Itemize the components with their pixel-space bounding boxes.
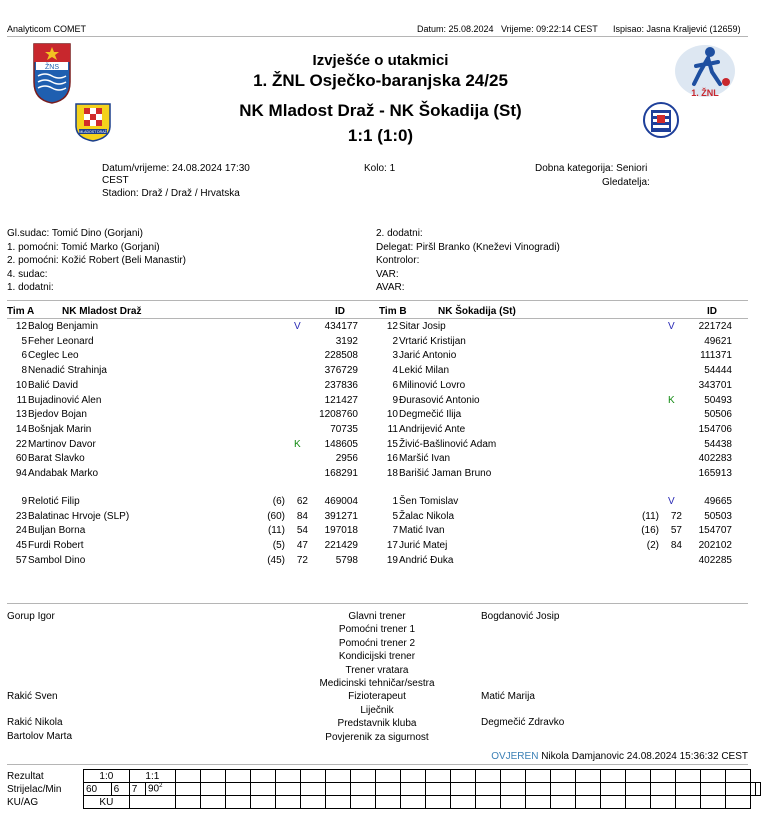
player-id: 2956 <box>335 453 358 465</box>
player-number: 14 <box>15 423 27 435</box>
player-id: 3192 <box>335 335 358 347</box>
spectators: Gledatelja: <box>602 177 650 188</box>
team-b-id-header: ID <box>707 306 717 317</box>
official-right-3: VAR: <box>376 268 399 280</box>
player-number: 16 <box>386 453 398 465</box>
player-name: Bjedov Bojan <box>28 409 87 421</box>
player-number: 8 <box>21 365 27 377</box>
scorer-2-min-value: 90 <box>147 783 160 795</box>
player-number: 45 <box>15 540 27 552</box>
player-row <box>0 350 761 364</box>
result-score-2: 1:1 <box>129 770 175 783</box>
player-number: 5 <box>21 335 27 347</box>
home-security: Bartolov Marta <box>7 731 73 742</box>
results-table <box>7 769 761 809</box>
away-club-rep: Degmečić Zdravko <box>481 717 565 728</box>
sub-replaced: (60) <box>267 510 285 522</box>
officials-divider <box>7 300 748 301</box>
player-row <box>0 336 761 350</box>
player-name: Balog Benjamin <box>28 321 99 332</box>
match-score: 1:1 (1:0) <box>347 126 414 145</box>
player-name: Balić David <box>28 379 79 391</box>
player-name: Šen Tomislav <box>399 496 459 507</box>
team-a-id-header: ID <box>335 306 345 317</box>
age-category: Dobna kategorija: Seniori <box>535 163 648 174</box>
verified-label: OVJEREN <box>491 751 539 762</box>
sub-replaced: (11) <box>267 525 285 537</box>
report-title: Izvješće o utakmici <box>312 52 449 69</box>
player-id: 50503 <box>704 510 732 522</box>
team-b-name: NK Šokadija (St) <box>438 306 516 317</box>
staff-role-4: Trener vratara <box>345 664 409 676</box>
scorer-2-min <box>145 783 175 796</box>
player-name: Nenadić Strahinja <box>28 365 107 377</box>
player-number: 18 <box>386 468 398 479</box>
player-row <box>0 365 761 379</box>
system-name: Analyticom COMET <box>7 24 87 34</box>
sub-replaced: (45) <box>267 554 285 566</box>
player-id: 50506 <box>704 409 732 421</box>
printed-by: Ispisao: Jasna Kraljević (12659) <box>613 24 741 34</box>
official-left-1: 1. pomoćni: Tomić Marko (Gorjani) <box>7 241 160 253</box>
player-id: 197018 <box>324 525 358 537</box>
sub-minute: 84 <box>670 540 682 552</box>
player-number: 9 <box>21 496 27 507</box>
player-number: 2 <box>392 335 398 347</box>
scorer-1-num: 60 <box>84 783 112 796</box>
result-score-1: 1:0 <box>84 770 130 783</box>
match-round: Kolo: 1 <box>364 163 396 174</box>
player-number: 7 <box>392 525 398 537</box>
player-name: Furdi Robert <box>28 540 84 552</box>
player-name: Ceglec Leo <box>28 350 79 362</box>
player-row <box>0 525 761 539</box>
player-row <box>0 540 761 554</box>
player-name: Sitar Josip <box>399 321 446 332</box>
player-name: Martinov Davor <box>28 438 96 450</box>
scorer-label: Strijelac/Min <box>7 783 62 795</box>
player-number: 11 <box>387 423 398 435</box>
player-number: 94 <box>15 468 27 479</box>
player-id: 202102 <box>698 540 732 552</box>
player-name: Živić-Bašlinović Adam <box>399 438 497 450</box>
sub-minute: 72 <box>296 554 308 566</box>
player-name: Bujadinović Alen <box>28 394 102 406</box>
player-id: 237836 <box>324 379 358 391</box>
official-left-3: 4. sudac: <box>7 268 48 280</box>
staff-role-8: Predstavnik kluba <box>337 718 417 730</box>
official-right-0: 2. dodatni: <box>376 228 423 239</box>
player-name: Barat Slavko <box>28 453 85 465</box>
scorer-1-min: 6 <box>111 783 129 796</box>
player-number: 12 <box>386 321 398 332</box>
player-name: Sambol Dino <box>28 554 86 566</box>
player-id: 49621 <box>704 335 732 347</box>
player-id: 168291 <box>324 468 358 479</box>
player-id: 50493 <box>704 394 732 406</box>
captain-mark: K <box>294 438 301 450</box>
staff-role-5: Medicinski tehničar/sestra <box>319 678 435 689</box>
print-date: Datum: 25.08.2024 <box>417 24 494 34</box>
player-number: 23 <box>15 510 27 522</box>
staff-role-6: Fizioterapeut <box>348 691 406 703</box>
official-left-4: 1. dodatni: <box>7 282 54 293</box>
scorer-2-min-extra: 2 <box>159 783 163 790</box>
result-label: Rezultat <box>7 770 44 782</box>
player-id: 221724 <box>698 321 732 332</box>
player-name: Jarić Antonio <box>399 350 457 362</box>
player-name: Lekić Milan <box>399 365 450 377</box>
player-number: 6 <box>392 379 398 391</box>
sub-minute: 47 <box>296 540 308 552</box>
home-club-rep: Rakić Nikola <box>7 717 63 728</box>
player-id: 148605 <box>324 438 358 450</box>
player-name: Relotić Filip <box>28 496 80 507</box>
player-number: 17 <box>386 540 398 552</box>
team-b-label: Tim B <box>379 306 407 317</box>
sub-replaced: (6) <box>272 496 285 507</box>
staff-role-0: Glavni trener <box>348 611 406 622</box>
player-row <box>0 555 761 569</box>
sub-replaced: (5) <box>272 540 285 552</box>
player-row <box>0 453 761 467</box>
player-id: 165913 <box>698 468 732 479</box>
lineups-divider <box>7 603 748 604</box>
staff-role-3: Kondicijski trener <box>338 651 416 663</box>
svg-text:1. ŽNL: 1. ŽNL <box>691 88 719 98</box>
team-a-name: NK Mladost Draž <box>62 306 142 317</box>
player-number: 12 <box>15 321 27 332</box>
player-name: Barišić Jaman Bruno <box>399 468 492 479</box>
goalkeeper-mark: V <box>668 321 675 332</box>
player-number: 22 <box>15 438 27 450</box>
player-number: 10 <box>386 409 398 421</box>
player-id: 434177 <box>324 321 358 332</box>
player-name: Milinović Lovro <box>399 379 466 391</box>
goalkeeper-mark: V <box>668 496 675 507</box>
sub-replaced: (16) <box>641 525 659 537</box>
player-number: 57 <box>15 554 27 566</box>
official-left-0: Gl.sudac: Tomić Dino (Gorjani) <box>7 228 143 239</box>
official-right-2: Kontrolor: <box>376 255 420 266</box>
player-id: 111371 <box>700 350 732 362</box>
player-id: 54444 <box>704 365 732 377</box>
away-physio: Matić Marija <box>481 691 535 702</box>
sub-minute: 72 <box>670 510 682 522</box>
player-name: Andabak Marko <box>28 468 99 479</box>
sub-minute: 84 <box>296 510 308 522</box>
verified-text: Nikola Damjanovic 24.08.2024 15:36:32 CEST <box>541 751 748 762</box>
player-number: 5 <box>392 510 398 522</box>
player-id: 54438 <box>704 438 732 450</box>
staff-role-7: Liječnik <box>360 704 394 716</box>
away-coach: Bogdanović Josip <box>481 611 560 622</box>
player-id: 70735 <box>330 423 358 435</box>
captain-mark: K <box>668 394 675 406</box>
player-number: 3 <box>392 350 398 362</box>
player-row <box>0 439 761 453</box>
official-left-2: 2. pomoćni: Kožić Robert (Beli Manastir) <box>7 255 186 266</box>
staff-role-1: Pomoćni trener 1 <box>338 624 416 636</box>
player-row <box>0 424 761 438</box>
player-name: Vrtarić Kristijan <box>399 335 466 347</box>
match-stadium: Stadion: Draž / Draž / Hrvatska <box>102 188 240 199</box>
player-id: 228508 <box>324 350 358 362</box>
player-row <box>0 395 761 409</box>
svg-text:MLADOST DRAŽ: MLADOST DRAŽ <box>79 130 107 134</box>
player-name: Žalac Nikola <box>399 510 455 522</box>
player-id: 376729 <box>324 365 358 377</box>
player-id: 469004 <box>324 496 358 507</box>
player-name: Đurasović Antonio <box>399 394 480 406</box>
league-title: 1. ŽNL Osječko-baranjska 24/25 <box>253 71 508 90</box>
player-number: 9 <box>392 394 398 406</box>
player-name: Bošnjak Marin <box>28 423 92 435</box>
player-name: Matić Ivan <box>399 525 445 537</box>
player-id: 391271 <box>324 510 358 522</box>
player-name: Feher Leonard <box>28 335 94 347</box>
sub-minute: 62 <box>296 496 308 507</box>
match-datetime: Datum/vrijeme: 24.08.2024 17:30 <box>102 163 250 174</box>
player-number: 6 <box>21 350 27 362</box>
player-number: 13 <box>15 409 27 421</box>
verified-line <box>491 751 748 762</box>
team-header-divider <box>7 318 748 319</box>
player-name: Maršić Ivan <box>399 453 451 465</box>
player-name: Buljan Borna <box>28 525 86 537</box>
sub-replaced: (2) <box>646 540 659 552</box>
match-title: NK Mladost Draž - NK Šokadija (St) <box>239 101 522 120</box>
player-number: 11 <box>16 394 27 406</box>
home-physio: Rakić Sven <box>7 691 58 702</box>
print-time: Vrijeme: 09:22:14 CEST <box>501 24 598 34</box>
player-id: 402285 <box>698 554 732 566</box>
player-number: 4 <box>392 365 398 377</box>
player-row <box>0 496 761 510</box>
player-row <box>0 468 761 482</box>
sub-replaced: (11) <box>641 510 659 522</box>
player-id: 402283 <box>698 453 732 465</box>
player-row <box>0 321 761 335</box>
player-id: 154706 <box>698 423 732 435</box>
svg-text:ŽNS: ŽNS <box>45 64 59 71</box>
player-number: 15 <box>386 438 398 450</box>
player-row <box>0 380 761 394</box>
ku-label: KU/AG <box>7 796 39 808</box>
player-id: 343701 <box>698 379 732 391</box>
sub-minute: 54 <box>296 525 308 537</box>
sub-minute: 57 <box>670 525 682 537</box>
staff-role-2: Pomoćni trener 2 <box>338 637 416 649</box>
ku-cell-1: KU <box>84 796 130 809</box>
player-number: 19 <box>386 554 398 566</box>
player-name: Jurić Matej <box>399 540 448 552</box>
player-id: 1208760 <box>319 409 358 421</box>
verified-divider <box>7 764 748 765</box>
header-divider <box>7 36 748 37</box>
home-coach: Gorup Igor <box>7 611 55 622</box>
player-row <box>0 409 761 423</box>
official-right-4: AVAR: <box>376 282 405 293</box>
staff-role-9: Povjerenik za sigurnost <box>325 731 429 743</box>
player-number: 24 <box>15 525 27 537</box>
player-number: 60 <box>15 453 27 465</box>
match-timezone: CEST <box>102 175 129 186</box>
team-a-label: Tim A <box>7 306 35 317</box>
player-id: 154707 <box>698 525 732 537</box>
scorer-2-num: 7 <box>129 783 145 796</box>
player-id: 221429 <box>324 540 358 552</box>
player-number: 1 <box>392 496 398 507</box>
player-name: Balatinac Hrvoje (SLP) <box>28 510 130 522</box>
player-row <box>0 511 761 525</box>
player-name: Degmečić Ilija <box>399 409 462 421</box>
player-number: 10 <box>15 379 27 391</box>
player-id: 49665 <box>704 496 732 507</box>
player-name: Andrić Đuka <box>399 554 454 566</box>
player-name: Andrijević Ante <box>399 423 466 435</box>
player-id: 5798 <box>335 554 358 566</box>
official-right-1: Delegat: Piršl Branko (Kneževi Vinogradi) <box>376 241 560 253</box>
goalkeeper-mark: V <box>294 321 301 332</box>
player-id: 121427 <box>324 394 358 406</box>
